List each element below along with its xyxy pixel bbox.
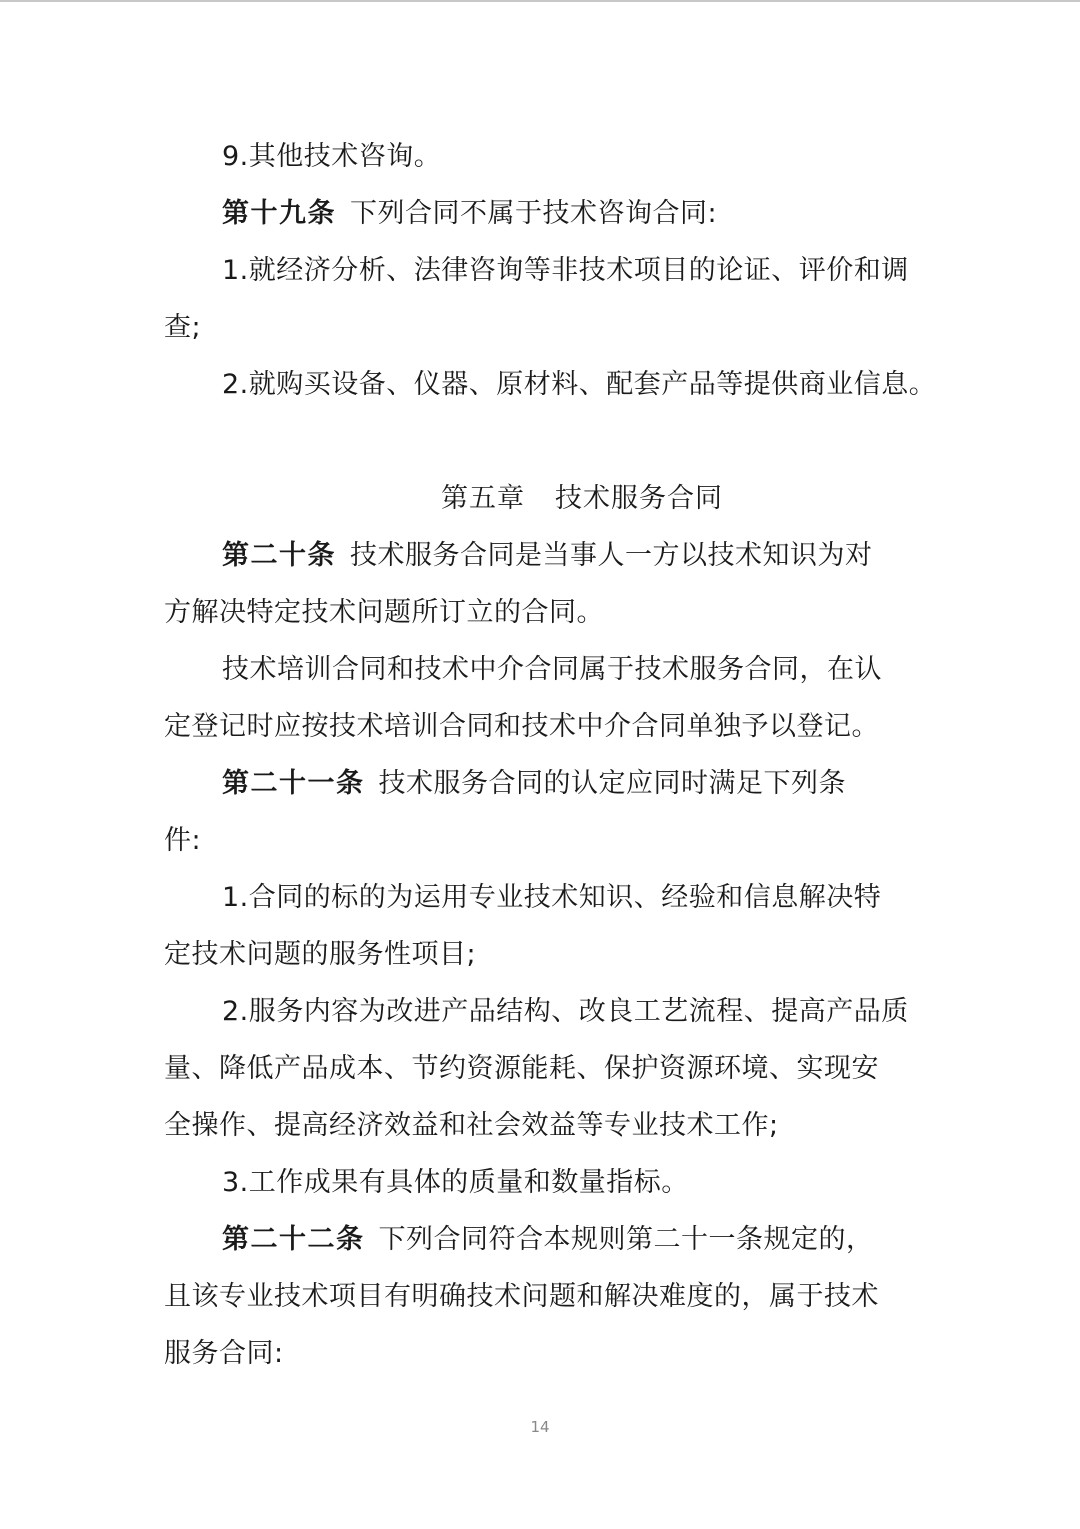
list-item [164,356,937,413]
article-heading: 第二十二条 [222,1224,365,1255]
article-line [164,185,920,242]
text-line [164,812,920,869]
line-text: 服务合同: [164,1338,284,1369]
text-line [164,1097,920,1154]
line-text: 定登记时应按技术培训合同和技术中介合同单独予以登记。 [164,711,879,742]
article-text: 技术服务合同是当事人一方以技术知识为对 [350,540,873,571]
text-line [164,926,920,983]
chapter-number: 第五章 [441,483,525,514]
line-text: 9.其他技术咨询。 [222,141,442,172]
text-line [164,1325,920,1382]
list-item [164,242,920,299]
article-heading: 第二十一条 [222,768,365,799]
text-line [164,584,920,641]
blank-line [164,413,920,470]
article-line [164,1211,920,1268]
line-text: 1.合同的标的为运用专业技术知识、经验和信息解决特 [222,882,882,913]
text-line [164,1268,920,1325]
line-text: 查; [164,312,202,343]
line-text: 且该专业技术项目有明确技术问题和解决难度的，属于技术 [164,1281,879,1312]
top-border [0,0,1080,2]
line-text: 方解决特定技术问题所订立的合同。 [164,597,604,628]
list-item [164,869,920,926]
article-text: 下列合同不属于技术咨询合同: [350,198,718,229]
article-text: 技术服务合同的认定应同时满足下列条 [378,768,846,799]
article-line [164,755,920,812]
line-text: 1.就经济分析、法律咨询等非技术项目的论证、评价和调 [222,255,909,286]
line-text: 技术培训合同和技术中介合同属于技术服务合同，在认 [222,654,882,685]
line-text: 量、降低产品成本、节约资源能耗、保护资源环境、实现安 [164,1053,879,1084]
article-line [164,527,920,584]
article-heading: 第二十条 [222,540,336,571]
page-number: 14 [530,1418,550,1436]
chapter-title: 技术服务合同 [555,483,723,514]
line-text: 全操作、提高经济效益和社会效益等专业技术工作; [164,1110,779,1141]
article-heading: 第十九条 [222,198,336,229]
text-line [164,698,920,755]
line-text: 2.服务内容为改进产品结构、改良工艺流程、提高产品质 [222,996,909,1027]
line-text: 2.就购买设备、仪器、原材料、配套产品等提供商业信息。 [222,369,937,400]
list-item [164,983,920,1040]
article-text: 下列合同符合本规则第二十一条规定的， [378,1224,874,1255]
chapter-heading [164,470,920,527]
line-text: 件: [164,825,202,856]
text-line [164,1040,920,1097]
text-line [164,299,920,356]
list-item [164,128,920,185]
document-body [164,128,937,1382]
list-item [164,1154,920,1211]
paragraph-line [164,641,920,698]
line-text: 3.工作成果有具体的质量和数量指标。 [222,1167,689,1198]
line-text: 定技术问题的服务性项目; [164,939,477,970]
